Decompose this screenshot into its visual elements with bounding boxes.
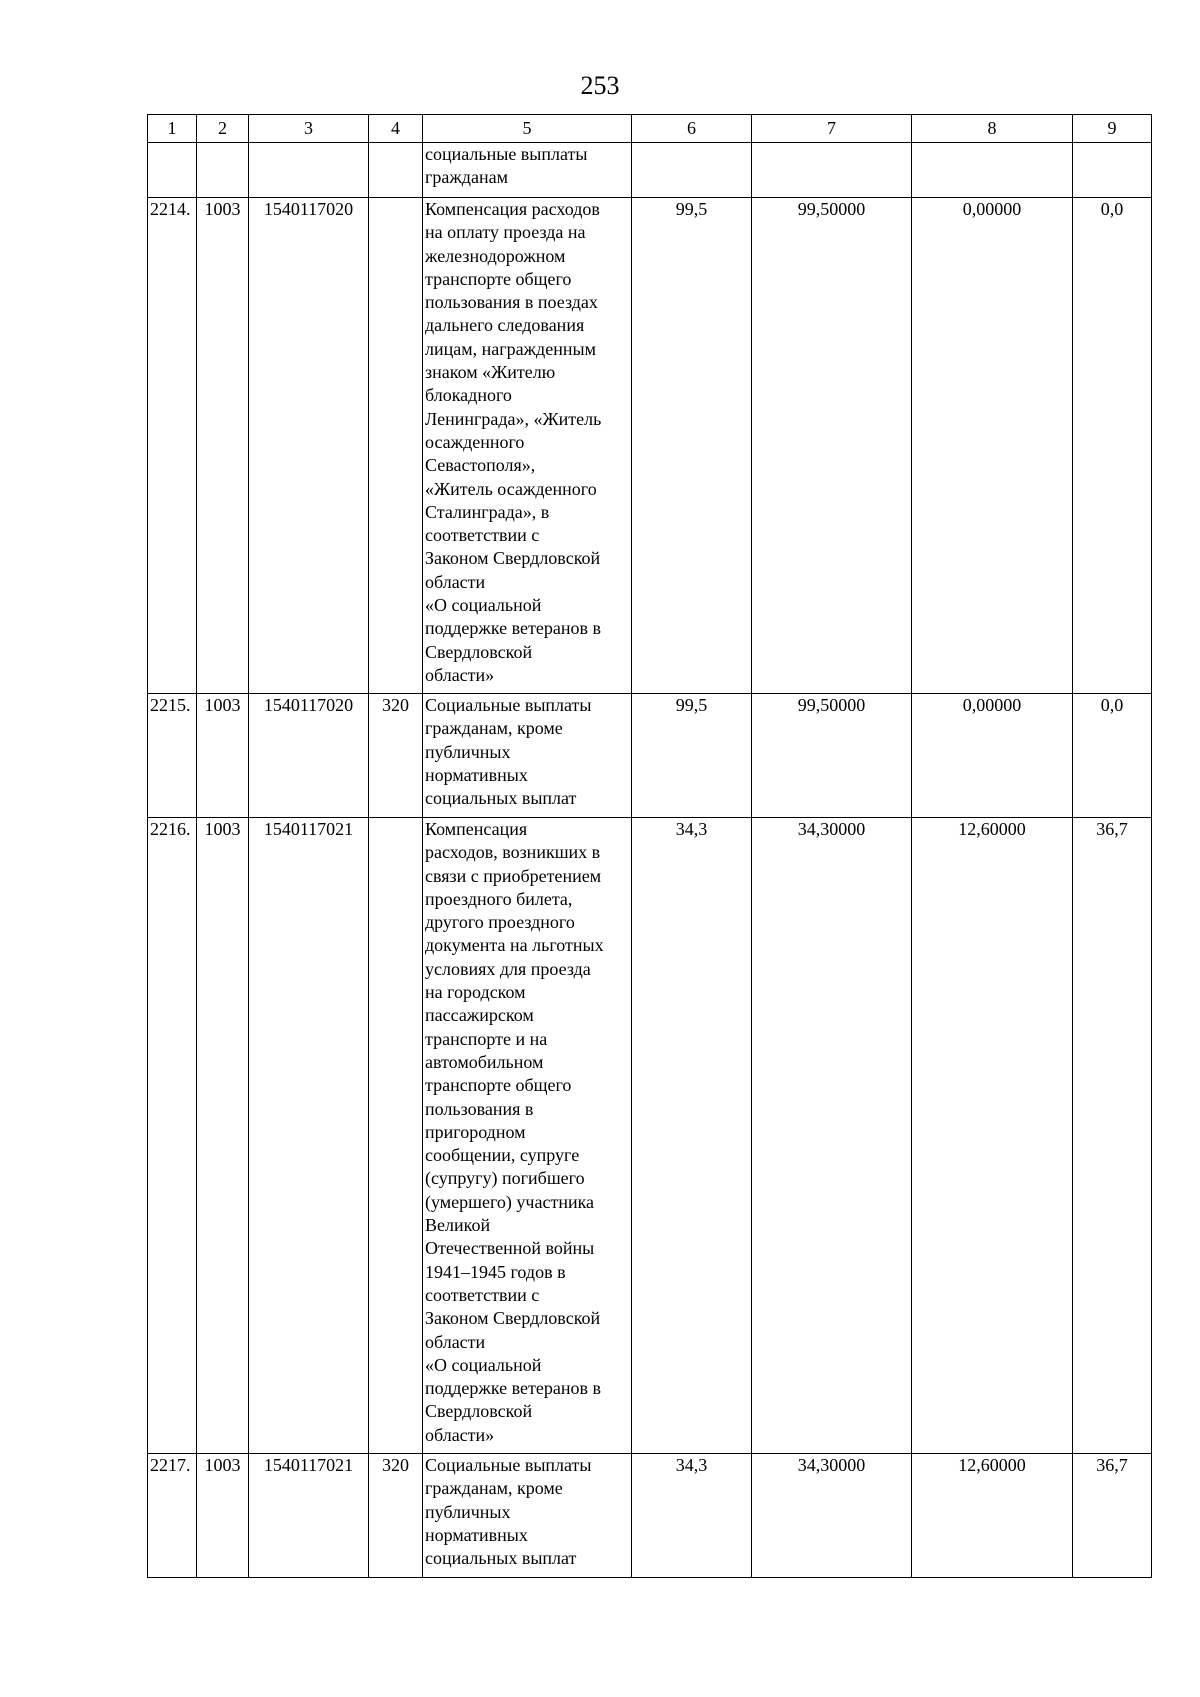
header-cell-2: 2 [197, 115, 249, 143]
description-text: Социальные выплаты гражданам, кроме публичных нормативных социальных выплат [425, 695, 592, 809]
value-col-9: 0,0 [1073, 694, 1152, 818]
budget-table [147, 114, 1152, 1578]
value-col-7: 34,30000 [752, 818, 912, 1454]
value-col-9: 36,7 [1073, 1454, 1152, 1578]
section-code: 1003 [197, 198, 249, 694]
description-cell [423, 198, 632, 694]
expense-kind-code: 320 [369, 694, 423, 818]
table-body [148, 143, 1152, 1578]
row-number: 2216. [148, 818, 197, 1454]
target-code: 1540117020 [249, 198, 369, 694]
table-row [148, 1454, 1152, 1578]
value-col-7: 99,50000 [752, 198, 912, 694]
section-code: 1003 [197, 818, 249, 1454]
description-cell [423, 818, 632, 1454]
table-row [148, 694, 1152, 818]
expense-kind-code: 320 [369, 1454, 423, 1578]
expense-kind-code [369, 818, 423, 1454]
row-number: 2217. [148, 1454, 197, 1578]
target-code: 1540117020 [249, 694, 369, 818]
header-cell-3: 3 [249, 115, 369, 143]
expense-kind-code [369, 198, 423, 694]
value-col-9: 0,0 [1073, 198, 1152, 694]
section-code [197, 143, 249, 198]
section-code: 1003 [197, 1454, 249, 1578]
header-cell-7: 7 [752, 115, 912, 143]
header-cell-5: 5 [423, 115, 632, 143]
header-cell-9: 9 [1073, 115, 1152, 143]
value-col-9 [1073, 143, 1152, 198]
value-col-8: 0,00000 [912, 694, 1073, 818]
value-col-7: 99,50000 [752, 694, 912, 818]
target-code [249, 143, 369, 198]
section-code: 1003 [197, 694, 249, 818]
header-cell-8: 8 [912, 115, 1073, 143]
value-col-7: 34,30000 [752, 1454, 912, 1578]
description-cell [423, 143, 632, 198]
description-text: социальные выплаты гражданам [425, 144, 588, 188]
value-col-9: 36,7 [1073, 818, 1152, 1454]
row-number: 2215. [148, 694, 197, 818]
value-col-7 [752, 143, 912, 198]
value-col-8 [912, 143, 1073, 198]
value-col-6: 99,5 [632, 694, 752, 818]
value-col-6: 34,3 [632, 1454, 752, 1578]
row-number: 2214. [148, 198, 197, 694]
description-text: Компенсация расходов, возникших в связи с приобретением проездного билета, другого проездного документа на льготных условиях для проезда на городском пассажирском транспорте и на автомобильном транспорте общего пользования в пригородном сообщении, супруге (супругу) погибшего (умершего) участника Великой Отечественной войны 1941–1945 годов в соответствии с Законом Свердловской области «О социальной поддержке ветеранов в Свердловской области» [425, 819, 604, 1445]
row-number [148, 143, 197, 198]
target-code: 1540117021 [249, 818, 369, 1454]
table-header [148, 115, 1152, 143]
table-row [148, 818, 1152, 1454]
value-col-8: 12,60000 [912, 1454, 1073, 1578]
description-text: Компенсация расходов на оплату проезда на железнодорожном транспорте общего пользования в поездах дальнего следования лицам, награжденным знаком «Жителю блокадного Ленинграда», «Житель осажденного Севастополя», «Житель осажденного Сталинграда», в соответствии с Законом Свердловской области «О социальной поддержке ветеранов в Свердловской области» [425, 199, 602, 685]
target-code: 1540117021 [249, 1454, 369, 1578]
value-col-8: 12,60000 [912, 818, 1073, 1454]
header-cell-4: 4 [369, 115, 423, 143]
header-cell-1: 1 [148, 115, 197, 143]
description-cell [423, 694, 632, 818]
header-row [148, 115, 1152, 143]
table-row [148, 143, 1152, 198]
value-col-6 [632, 143, 752, 198]
value-col-6: 99,5 [632, 198, 752, 694]
description-cell [423, 1454, 632, 1578]
value-col-8: 0,00000 [912, 198, 1073, 694]
description-text: Социальные выплаты гражданам, кроме публичных нормативных социальных выплат [425, 1455, 592, 1569]
expense-kind-code [369, 143, 423, 198]
value-col-6: 34,3 [632, 818, 752, 1454]
page-number: 253 [580, 71, 620, 100]
header-cell-6: 6 [632, 115, 752, 143]
table-row [148, 198, 1152, 694]
